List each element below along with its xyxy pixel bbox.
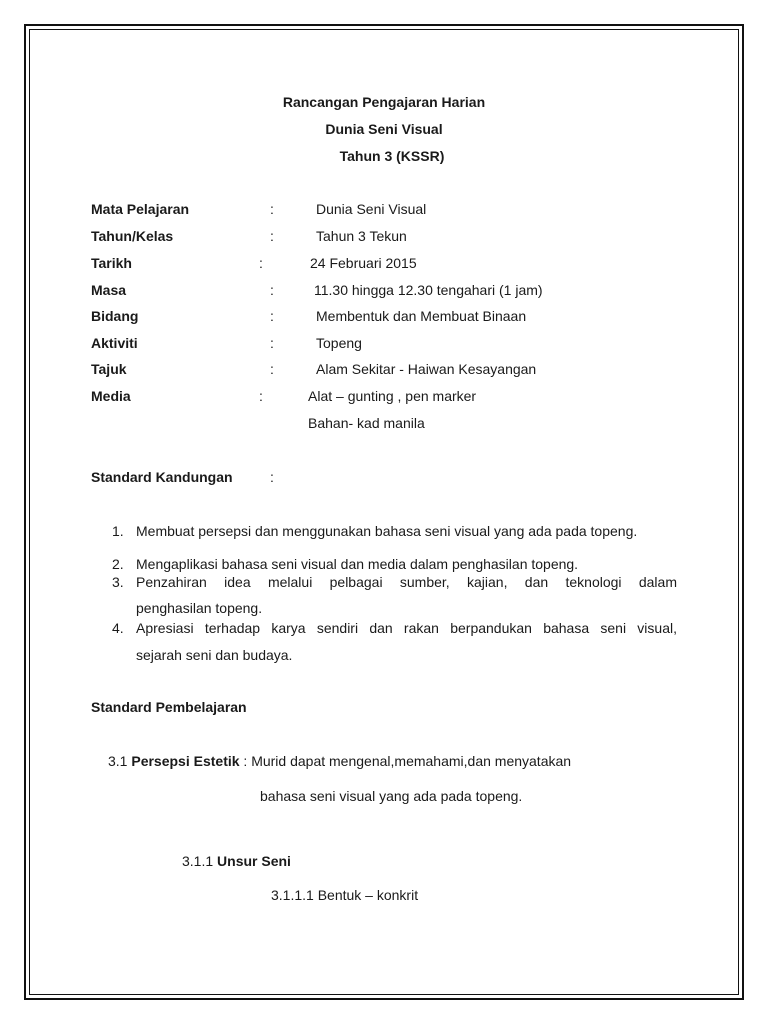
field-value-aktiviti: Topeng	[316, 335, 362, 351]
field-label-mata-pelajaran: Mata Pelajaran	[91, 201, 190, 217]
document-title: Rancangan Pengajaran Harian	[282, 94, 486, 110]
learning-substandard-number: 3.1.1	[182, 853, 214, 869]
list-item-text: Mengaplikasi bahasa seni visual dan media dalam penghasilan topeng.	[136, 556, 579, 572]
list-item-number: 4.	[112, 620, 124, 636]
learning-standard-description: : Murid dapat mengenal,memahami,dan menyatakan	[243, 753, 572, 769]
field-value-media-alat: Alat – gunting , pen marker	[308, 388, 477, 404]
list-item-number: 2.	[112, 556, 124, 572]
learning-substandard-title: Unsur Seni	[217, 853, 291, 869]
field-value-tarikh: 24 Februari 2015	[310, 255, 417, 271]
field-value-mata-pelajaran: Dunia Seni Visual	[316, 201, 427, 217]
document-grade: Tahun 3 (KSSR)	[339, 148, 445, 164]
learning-standard-number: 3.1	[108, 753, 128, 769]
field-colon: :	[270, 469, 274, 485]
learning-subsubstandard-item: 3.1.1.1 Bentuk – konkrit	[271, 887, 419, 903]
field-colon: :	[259, 255, 263, 271]
field-colon: :	[259, 388, 263, 404]
learning-standard-description-continued: bahasa seni visual yang ada pada topeng.	[260, 788, 523, 804]
field-colon: :	[270, 308, 274, 324]
field-label-tarikh: Tarikh	[91, 255, 132, 271]
standard-kandungan-heading: Standard Kandungan	[91, 469, 233, 485]
list-item-text: Penzahiran idea melalui pelbagai sumber, kajian, dan teknologi dalam	[136, 574, 677, 590]
document-subtitle: Dunia Seni Visual	[325, 121, 443, 137]
list-item-text: Membuat persepsi dan menggunakan bahasa seni visual yang ada pada topeng.	[136, 523, 638, 539]
list-item-text-continued: sejarah seni dan budaya.	[136, 647, 293, 663]
field-colon: :	[270, 228, 274, 244]
field-colon: :	[270, 335, 274, 351]
field-label-masa: Masa	[91, 282, 127, 298]
list-item-number: 1.	[112, 523, 124, 539]
learning-substandard-item	[182, 853, 291, 869]
field-value-masa: 11.30 hingga 12.30 tengahari (1 jam)	[314, 282, 543, 298]
field-label-aktiviti: Aktiviti	[91, 335, 138, 351]
field-label-bidang: Bidang	[91, 308, 139, 324]
list-item-text: Apresiasi terhadap karya sendiri dan rakan berpandukan bahasa seni visual,	[136, 620, 677, 636]
field-label-media: Media	[91, 388, 131, 404]
page-border-inner	[29, 29, 739, 995]
field-colon: :	[270, 361, 274, 377]
field-value-media-bahan: Bahan- kad manila	[308, 415, 425, 431]
standard-pembelajaran-heading: Standard Pembelajaran	[91, 699, 247, 715]
field-colon: :	[270, 201, 274, 217]
learning-standard-item	[108, 753, 571, 769]
field-label-tahun-kelas: Tahun/Kelas	[91, 228, 174, 244]
field-label-tajuk: Tajuk	[91, 361, 127, 377]
learning-standard-title: Persepsi Estetik	[131, 753, 240, 769]
list-item-number: 3.	[112, 574, 124, 590]
field-value-tajuk: Alam Sekitar - Haiwan Kesayangan	[316, 361, 537, 377]
field-value-bidang: Membentuk dan Membuat Binaan	[316, 308, 527, 324]
field-value-tahun-kelas: Tahun 3 Tekun	[316, 228, 407, 244]
list-item-text-continued: penghasilan topeng.	[136, 600, 263, 616]
field-colon: :	[270, 282, 274, 298]
